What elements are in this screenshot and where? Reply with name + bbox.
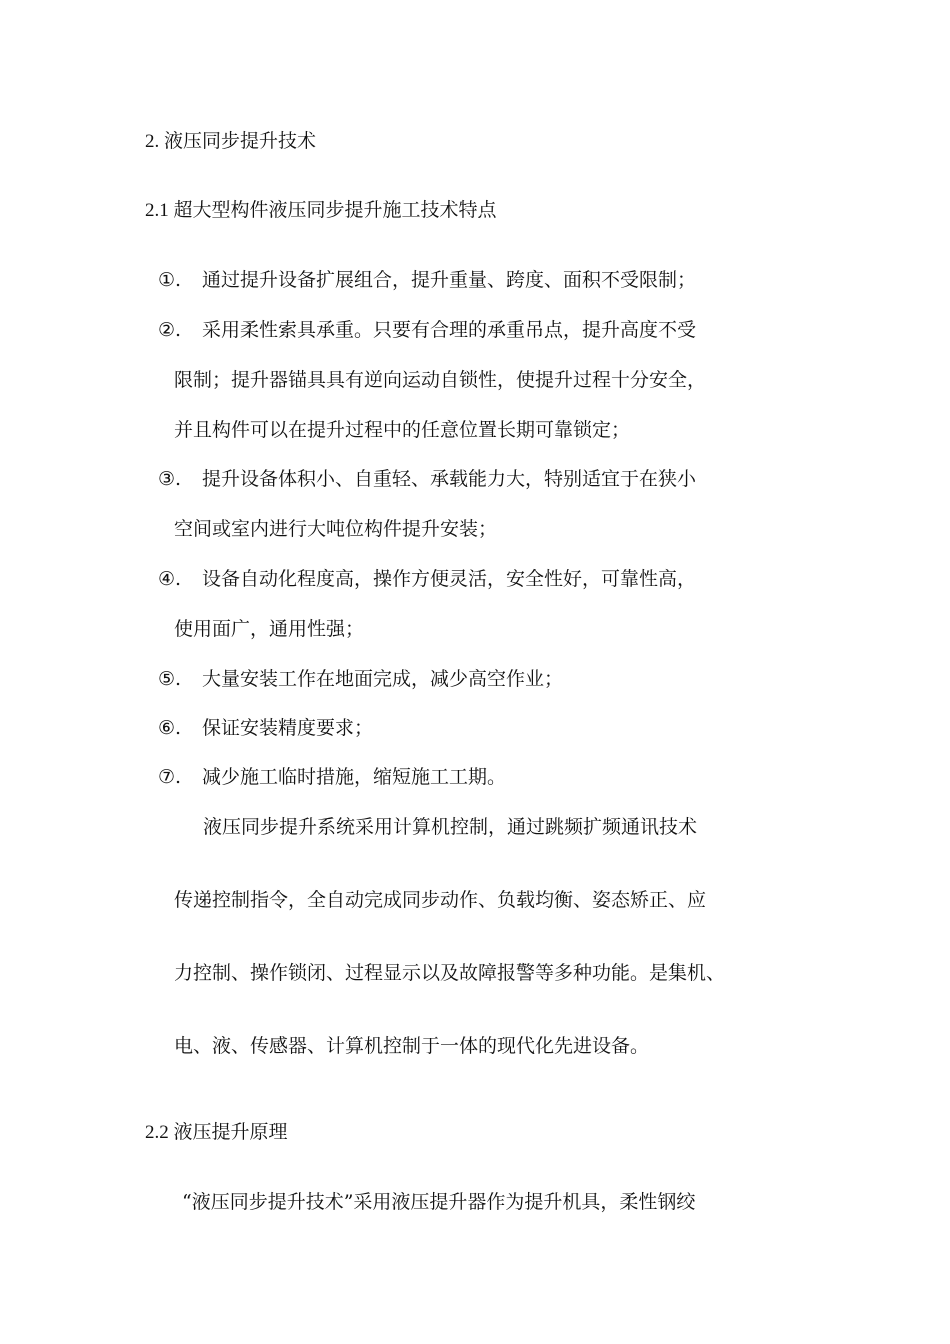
list-item: [158, 467, 696, 491]
heading-section-2-1: 2.1 超大型构件液压同步提升施工技术特点: [145, 200, 497, 221]
list-marker: ⑥.: [158, 717, 182, 739]
heading-section-2: 2. 液压同步提升技术: [145, 131, 317, 152]
list-item: [158, 318, 696, 342]
list-marker: ⑦.: [158, 766, 182, 788]
list-item: [158, 567, 696, 591]
list-text: 采用柔性索具承重。只要有合理的承重吊点，提升高度不受: [202, 319, 697, 341]
list-continuation: 限制；提升器锚具具有逆向运动自锁性，使提升过程十分安全，: [174, 369, 707, 391]
list-continuation: 空间或室内进行大吨位构件提升安装；: [174, 518, 498, 540]
list-marker: ③.: [158, 468, 182, 490]
paragraph-line: 传递控制指令，全自动完成同步动作、负载均衡、姿态矫正、应: [174, 889, 707, 911]
list-text: 减少施工临时措施，缩短施工工期。: [202, 766, 507, 788]
list-text: 保证安装精度要求；: [202, 717, 374, 739]
list-continuation: 使用面广，通用性强；: [174, 618, 365, 640]
list-continuation: 并且构件可以在提升过程中的任意位置长期可靠锁定；: [174, 419, 631, 441]
list-item: [158, 268, 696, 292]
list-item: [158, 667, 563, 691]
paragraph-line: 液压同步提升系统采用计算机控制，通过跳频扩频通讯技术: [203, 816, 698, 838]
heading-section-2-2: 2.2 液压提升原理: [145, 1122, 288, 1143]
list-item: [158, 765, 506, 789]
list-text: 通过提升设备扩展组合，提升重量、跨度、面积不受限制；: [202, 269, 697, 291]
list-text: 提升设备体积小、自重轻、承载能力大，特别适宜于在狭小: [202, 468, 697, 490]
list-marker: ④.: [158, 568, 182, 590]
list-text: 大量安装工作在地面完成，减少高空作业；: [202, 668, 564, 690]
paragraph-line: “液压同步提升技术”采用液压提升器作为提升机具，柔性钢绞: [182, 1191, 696, 1213]
paragraph-line: 电、液、传感器、计算机控制于一体的现代化先进设备。: [174, 1035, 650, 1057]
list-text: 设备自动化程度高，操作方便灵活，安全性好，可靠性高，: [202, 568, 697, 590]
paragraph-line: 力控制、操作锁闭、过程显示以及故障报警等多种功能。是集机、: [174, 962, 726, 984]
list-marker: ①.: [158, 269, 182, 291]
list-marker: ⑤.: [158, 668, 182, 690]
list-marker: ②.: [158, 319, 182, 341]
list-item: [158, 716, 373, 740]
